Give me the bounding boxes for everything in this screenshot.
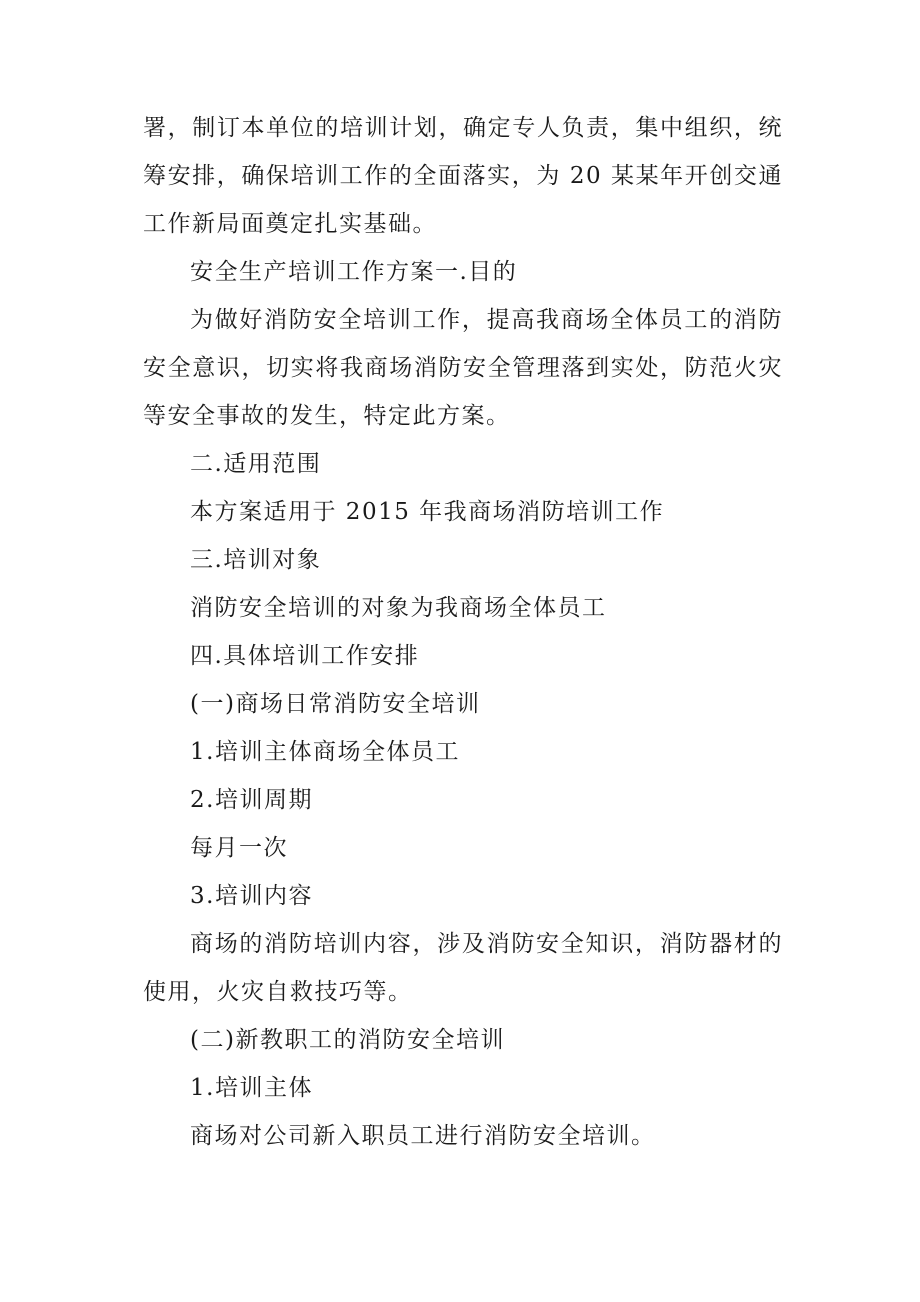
section-heading: 安全生产培训工作方案一.目的 — [190, 259, 518, 285]
paragraph-line: 消防安全培训的对象为我商场全体员工 — [190, 595, 607, 621]
subsection-heading: (二)新教职工的消防安全培训 — [190, 1027, 505, 1053]
paragraph-line: 为做好消防安全培训工作，提高我商场全体员工的消防 — [190, 307, 783, 333]
section-heading: 三.培训对象 — [190, 547, 322, 573]
paragraph-line: 使用，火灾自救技巧等。 — [143, 979, 413, 1005]
paragraph-line: 署，制订本单位的培训计划，确定专人负责，集中组织，统 — [143, 115, 783, 141]
subsection-heading: (一)商场日常消防安全培训 — [190, 691, 481, 717]
section-heading: 二.适用范围 — [190, 451, 322, 477]
paragraph-line: 筹安排，确保培训工作的全面落实，为 20 某某年开创交通 — [143, 163, 783, 189]
paragraph-line: 本方案适用于 2015 年我商场消防培训工作 — [190, 499, 665, 525]
paragraph-line: 工作新局面奠定扎实基础。 — [143, 211, 437, 237]
paragraph-line: 等安全事故的发生，特定此方案。 — [143, 403, 511, 429]
document-body — [143, 104, 783, 1160]
section-heading: 四.具体培训工作安排 — [190, 643, 420, 669]
paragraph-line: 安全意识，切实将我商场消防安全管理落到实处，防范火灾 — [143, 355, 783, 381]
paragraph-line: 商场对公司新入职员工进行消防安全培训。 — [190, 1123, 656, 1149]
paragraph-line: 每月一次 — [190, 835, 288, 861]
paragraph-line: 商场的消防培训内容，涉及消防安全知识，消防器材的 — [190, 931, 783, 957]
list-item: 1.培训主体商场全体员工 — [190, 739, 460, 765]
list-item: 3.培训内容 — [190, 883, 313, 909]
list-item: 1.培训主体 — [190, 1075, 313, 1101]
list-item: 2.培训周期 — [190, 787, 313, 813]
